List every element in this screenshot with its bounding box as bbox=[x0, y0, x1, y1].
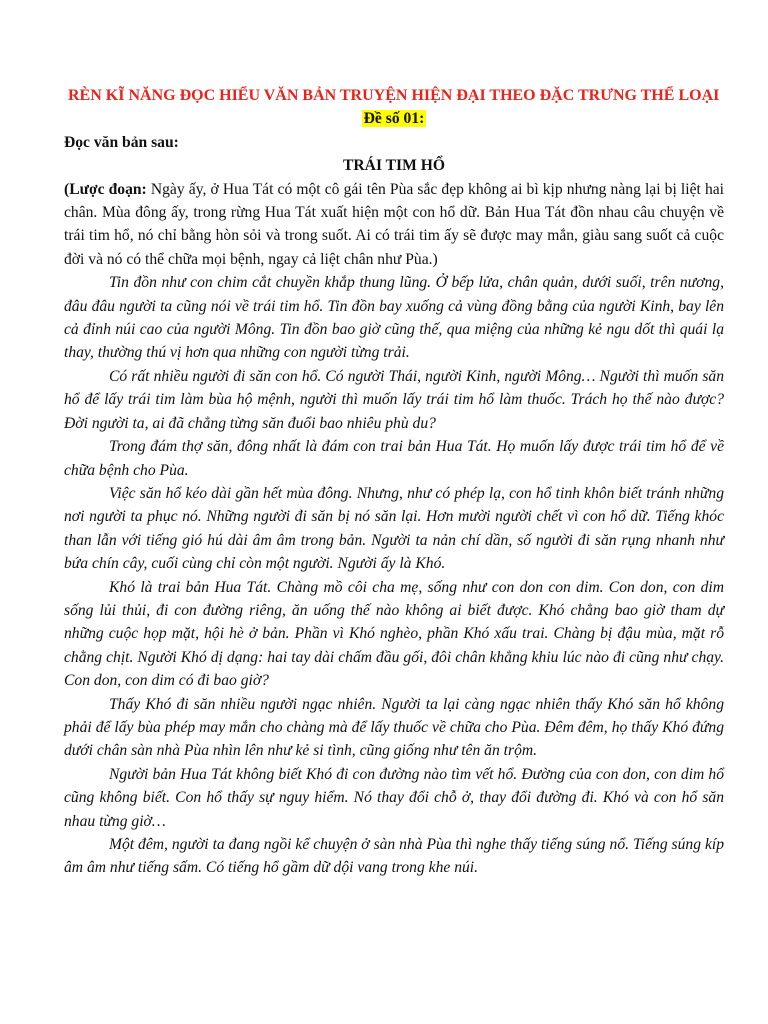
exam-number-line bbox=[64, 107, 724, 130]
story-paragraph: Khó là trai bản Hua Tát. Chàng mồ côi cha mẹ, sống như con don con dim. Con don, con dim sống lủi thủi, đi con đường riêng, ăn uống thế nào không ai biết được. Khó chẳng bao giờ tham dự những cuộc họp mặt, hội hè ở bản. Phần vì Khó nghèo, phần Khó xấu trai. Chàng bị đậu mùa, mặt rỗ chằng chịt. Người Khó dị dạng: hai tay dài chấm đầu gối, đôi chân khẳng khiu lúc nào đi cũng như chạy. Con don, con dim có đi bao giờ? bbox=[64, 578, 724, 690]
document-page bbox=[64, 84, 724, 880]
story-paragraph: Một đêm, người ta đang ngồi kể chuyện ở sàn nhà Pùa thì nghe thấy tiếng súng nổ. Tiếng súng kíp âm âm như tiếng sấm. Có tiếng hổ gầm dữ dội vang trong khe núi. bbox=[64, 836, 724, 877]
story-paragraph: Người bản Hua Tát không biết Khó đi con đường nào tìm vết hổ. Đường của con don, con dim hổ cũng không biết. Con hổ thấy sự nguy hiểm. Nó thay đổi chỗ ở, thay đổi đường đi. Khó và con hổ săn nhau từng giờ… bbox=[64, 765, 724, 830]
summary-text: Ngày ấy, ở Hua Tát có một cô gái tên Pùa sắc đẹp không ai bì kịp nhưng nàng lại bị liệt hai chân. Mùa đông ấy, trong rừng Hua Tát xuất hiện một con hổ dữ. Bản Hua Tát đồn nhau câu chuyện về trái tim hổ, nó chỉ bằng hòn sỏi và trong suốt. Ai có trái tim ấy sẽ được may mắn, giàu sang suốt cả cuộc đời và nó có thể chữa mọi bệnh, ngay cả liệt chân như Pùa.) bbox=[64, 180, 725, 268]
document-title: RÈN KĨ NĂNG ĐỌC HIỂU VĂN BẢN TRUYỆN HIỆN ĐẠI THEO ĐẶC TRƯNG THỂ LOẠI bbox=[68, 87, 720, 104]
story-title: TRÁI TIM HỔ bbox=[343, 157, 445, 175]
story-paragraph: Trong đám thợ săn, đông nhất là đám con trai bản Hua Tát. Họ muốn lấy được trái tim hổ để về chữa bệnh cho Pùa. bbox=[64, 438, 724, 479]
story-paragraph: Thấy Khó đi săn nhiều người ngạc nhiên. Người ta lại càng ngạc nhiên thấy Khó săn hổ không phải để lấy bùa phép may mắn cho chàng mà để lấy thuốc về chữa cho Pùa. Đêm đêm, họ thấy Khó đứng dưới chân sàn nhà Pùa nhìn lên như kẻ si tình, cũng giống như tên ăn trộm. bbox=[64, 695, 724, 760]
story-paragraph: Tin đồn như con chim cắt chuyền khắp thung lũng. Ở bếp lửa, chân quản, dưới suối, trên nương, đâu đâu người ta cũng nói về trái tim hổ. Tin đồn bay xuống cả vùng đồng bằng của người Kinh, bay lên cả đỉnh núi cao của người Mông. Tin đồn bao giờ cũng thế, qua miệng của những kẻ ngu dốt thì quái lạ thay, thường thú vị hơn qua những con người từng trải. bbox=[64, 274, 724, 362]
summary-paragraph bbox=[64, 178, 724, 272]
story-paragraph: Việc săn hổ kéo dài gần hết mùa đông. Nhưng, như có phép lạ, con hổ tinh khôn biết tránh những nơi người ta phục nó. Những người đi săn bị nó săn lại. Hơn mười người chết vì con hổ dữ. Tiếng khóc than lẫn với tiếng gió hú dài âm âm trong bản. Người ta nản chí dần, số người đi săn rụng nhanh như bứa chín cây, cuối cùng chỉ còn một người. Người ấy là Khó. bbox=[64, 484, 724, 573]
reading-instruction: Đọc văn bản sau: bbox=[64, 133, 179, 151]
exam-number: Đề số 01: bbox=[363, 110, 425, 128]
story-paragraph: Có rất nhiều người đi săn con hổ. Có người Thái, người Kinh, người Mông… Người thì muốn săn hổ để lấy trái tim làm bùa hộ mệnh, người thì muốn lấy trái tim hổ làm thuốc. Trách họ thế nào được? Đời người ta, ai đã chẳng từng săn đuổi bao nhiêu phù du? bbox=[64, 367, 724, 432]
summary-label: (Lược đoạn: bbox=[64, 180, 147, 198]
